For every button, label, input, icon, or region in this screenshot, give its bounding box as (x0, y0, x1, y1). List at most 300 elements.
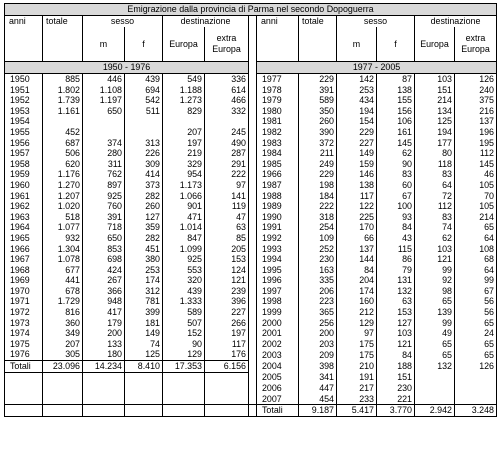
empty-cell (5, 394, 43, 405)
empty-cell (83, 405, 125, 417)
right-row-extra-cell: 99 (455, 275, 497, 286)
right-row-f-cell: 83 (377, 169, 415, 180)
left-row-year-cell: 1963 (5, 212, 43, 223)
left-row-year-cell: 1956 (5, 138, 43, 149)
right-row-m-cell: 122 (337, 201, 377, 212)
right-row-europa-cell: 83 (415, 169, 455, 180)
right-row-totale-cell: 390 (299, 127, 337, 138)
left-row-europa-cell: 954 (163, 169, 205, 180)
header-destinazione: destinazione (163, 16, 249, 28)
table-row (5, 339, 497, 350)
table-row (5, 405, 497, 417)
right-row-totale-cell: 203 (299, 339, 337, 350)
column-gap (249, 275, 257, 286)
left-row-f-cell: 399 (125, 307, 163, 318)
left-row-totale-cell: 932 (43, 233, 83, 244)
column-gap (249, 106, 257, 117)
left-row-extra-cell: 97 (205, 180, 249, 191)
table-row (5, 307, 497, 318)
left-row-year-cell: 1964 (5, 222, 43, 233)
empty-cell (43, 394, 83, 405)
table-row (5, 116, 497, 127)
left-row-totale-cell: 506 (43, 148, 83, 159)
left-row-m-cell: 1.197 (83, 95, 125, 106)
column-gap (249, 318, 257, 329)
left-row-totale-cell: 885 (43, 74, 83, 85)
right-row-totale-cell: 209 (299, 349, 337, 360)
column-gap (249, 62, 257, 74)
right-row-f-cell: 156 (377, 106, 415, 117)
left-row-europa-cell: 1.014 (163, 222, 205, 233)
left-row-f-cell: 414 (125, 169, 163, 180)
right-row-europa-cell: 92 (415, 275, 455, 286)
column-gap (249, 349, 257, 360)
left-row-year-cell: 1950 (5, 74, 43, 85)
right-row-totale-cell: 454 (299, 394, 337, 405)
right-row-europa-cell: 177 (415, 138, 455, 149)
left-row-totale-cell: 1.802 (43, 85, 83, 96)
right-row-m-cell: 253 (337, 85, 377, 96)
left-row-f-cell: 451 (125, 244, 163, 255)
right-row-year-cell: 1987 (257, 180, 299, 191)
left-row-europa-cell: 553 (163, 265, 205, 276)
left-row-extra-cell: 222 (205, 169, 249, 180)
right-row-europa-cell: 83 (415, 212, 455, 223)
right-row-year-cell: 1989 (257, 201, 299, 212)
right-row-year-cell: 1993 (257, 244, 299, 255)
right-row-m-cell: 66 (337, 233, 377, 244)
left-row-f-cell: 74 (125, 339, 163, 350)
right-row-extra-cell (455, 372, 497, 383)
left-row-europa-cell: 901 (163, 201, 205, 212)
header-anni: anni (5, 16, 43, 62)
right-row-totale-cell: 350 (299, 106, 337, 117)
left-row-year-cell: 1975 (5, 339, 43, 350)
table-row (5, 212, 497, 223)
left-total-extra-cell: 6.156 (205, 361, 249, 373)
left-row-year-cell: 1954 (5, 116, 43, 127)
left-row-year-cell: 1961 (5, 191, 43, 202)
left-row-europa-cell: 1.066 (163, 191, 205, 202)
left-row-f-cell: 309 (125, 159, 163, 170)
right-row-europa-cell: 194 (415, 127, 455, 138)
right-row-totale-cell: 198 (299, 180, 337, 191)
empty-cell (83, 394, 125, 405)
left-row-m-cell: 417 (83, 307, 125, 318)
left-row-f-cell: 511 (125, 106, 163, 117)
column-gap (249, 296, 257, 307)
right-row-extra-cell: 67 (455, 286, 497, 297)
right-row-f-cell: 161 (377, 127, 415, 138)
left-row-m-cell: 200 (83, 328, 125, 339)
left-row-m-cell: 650 (83, 106, 125, 117)
column-gap (249, 286, 257, 297)
left-total-m-cell: 14.234 (83, 361, 125, 373)
left-row-totale-cell: 1.078 (43, 254, 83, 265)
right-row-europa-cell (415, 394, 455, 405)
right-row-extra-cell: 105 (455, 180, 497, 191)
right-row-europa-cell: 62 (415, 233, 455, 244)
column-gap (249, 169, 257, 180)
right-row-m-cell: 159 (337, 159, 377, 170)
left-row-europa-cell: 589 (163, 307, 205, 318)
table-row (5, 275, 497, 286)
right-row-year-cell: 1990 (257, 212, 299, 223)
right-row-m-cell: 137 (337, 244, 377, 255)
left-row-year-cell: 1958 (5, 159, 43, 170)
right-row-totale-cell: 200 (299, 328, 337, 339)
right-row-totale-cell: 206 (299, 286, 337, 297)
left-row-m-cell: 1.108 (83, 85, 125, 96)
table-row (5, 383, 497, 394)
right-row-m-cell: 146 (337, 169, 377, 180)
left-row-totale-cell: 349 (43, 328, 83, 339)
right-row-extra-cell: 105 (455, 201, 497, 212)
right-row-extra-cell: 65 (455, 318, 497, 329)
left-row-year-cell: 1973 (5, 318, 43, 329)
right-row-f-cell: 127 (377, 318, 415, 329)
empty-cell (83, 383, 125, 394)
right-row-f-cell: 67 (377, 191, 415, 202)
left-row-europa-cell: 1.099 (163, 244, 205, 255)
right-row-m-cell: 84 (337, 265, 377, 276)
column-gap (249, 254, 257, 265)
left-row-extra-cell: 63 (205, 222, 249, 233)
left-row-extra-cell: 336 (205, 74, 249, 85)
right-row-europa-cell: 64 (415, 180, 455, 191)
left-row-f-cell (125, 116, 163, 127)
right-row-f-cell: 79 (377, 265, 415, 276)
header-sesso: sesso (337, 16, 415, 28)
left-row-europa-cell: 329 (163, 159, 205, 170)
left-row-year-cell: 1974 (5, 328, 43, 339)
right-total-totale-cell: 9.187 (299, 405, 337, 417)
right-row-extra-cell: 112 (455, 148, 497, 159)
left-row-totale-cell: 1.077 (43, 222, 83, 233)
left-row-m-cell: 650 (83, 233, 125, 244)
column-gap (249, 339, 257, 350)
left-row-totale-cell: 1.020 (43, 201, 83, 212)
table-row (5, 244, 497, 255)
right-row-f-cell: 155 (377, 95, 415, 106)
right-row-f-cell: 84 (377, 222, 415, 233)
left-row-extra-cell: 47 (205, 212, 249, 223)
column-gap (249, 394, 257, 405)
left-row-year-cell: 1967 (5, 254, 43, 265)
left-row-totale-cell: 1.729 (43, 296, 83, 307)
right-row-europa-cell: 125 (415, 116, 455, 127)
right-row-extra-cell: 137 (455, 116, 497, 127)
column-gap (249, 116, 257, 127)
right-row-m-cell: 225 (337, 212, 377, 223)
left-row-europa-cell: 549 (163, 74, 205, 85)
left-row-extra-cell: 245 (205, 127, 249, 138)
right-row-m-cell: 154 (337, 116, 377, 127)
left-row-totale-cell: 207 (43, 339, 83, 350)
header-totale: totale (299, 16, 337, 62)
column-gap (249, 328, 257, 339)
left-row-f-cell: 312 (125, 286, 163, 297)
empty-cell (5, 372, 43, 383)
left-row-m-cell: 698 (83, 254, 125, 265)
right-row-m-cell: 233 (337, 394, 377, 405)
left-row-f-cell: 282 (125, 191, 163, 202)
left-row-m-cell: 311 (83, 159, 125, 170)
right-row-m-cell: 149 (337, 148, 377, 159)
left-row-extra-cell: 117 (205, 339, 249, 350)
right-row-year-cell: 2005 (257, 372, 299, 383)
right-row-totale-cell: 372 (299, 138, 337, 149)
header-m: m (337, 27, 377, 62)
table-row (5, 265, 497, 276)
left-row-extra-cell: 614 (205, 85, 249, 96)
left-row-m-cell: 366 (83, 286, 125, 297)
empty-cell (125, 383, 163, 394)
table-row (5, 394, 497, 405)
right-row-extra-cell: 126 (455, 74, 497, 85)
column-gap (249, 138, 257, 149)
right-row-europa-cell: 65 (415, 339, 455, 350)
left-row-totale-cell: 1.161 (43, 106, 83, 117)
right-row-totale-cell: 447 (299, 383, 337, 394)
left-row-totale-cell: 678 (43, 286, 83, 297)
left-row-m-cell: 374 (83, 138, 125, 149)
right-row-f-cell: 145 (377, 138, 415, 149)
right-row-year-cell: 1983 (257, 138, 299, 149)
empty-cell (5, 383, 43, 394)
right-row-f-cell: 62 (377, 148, 415, 159)
header-europa: Europa (415, 27, 455, 62)
left-row-extra-cell: 227 (205, 307, 249, 318)
left-row-europa-cell: 197 (163, 138, 205, 149)
right-row-europa-cell: 49 (415, 328, 455, 339)
right-row-year-cell: 1997 (257, 286, 299, 297)
right-row-extra-cell (455, 383, 497, 394)
right-row-year-cell: 1984 (257, 148, 299, 159)
column-gap (249, 361, 257, 373)
left-row-totale-cell: 687 (43, 138, 83, 149)
table-body (5, 74, 497, 417)
left-row-totale-cell: 518 (43, 212, 83, 223)
right-row-f-cell: 151 (377, 372, 415, 383)
right-row-m-cell: 210 (337, 361, 377, 373)
right-row-europa-cell: 99 (415, 265, 455, 276)
right-row-totale-cell: 109 (299, 233, 337, 244)
left-row-year-cell: 1971 (5, 296, 43, 307)
left-row-totale-cell: 1.304 (43, 244, 83, 255)
left-row-f-cell: 127 (125, 212, 163, 223)
right-row-f-cell: 131 (377, 275, 415, 286)
left-row-m-cell: 180 (83, 349, 125, 360)
left-row-year-cell: 1955 (5, 127, 43, 138)
right-row-extra-cell: 64 (455, 233, 497, 244)
right-row-f-cell: 84 (377, 349, 415, 360)
left-row-extra-cell: 197 (205, 328, 249, 339)
right-total-extra-cell: 3.248 (455, 405, 497, 417)
left-row-extra-cell (205, 116, 249, 127)
table-row (5, 191, 497, 202)
right-row-totale-cell: 223 (299, 296, 337, 307)
left-row-f-cell: 781 (125, 296, 163, 307)
left-row-europa-cell (163, 116, 205, 127)
table-row (5, 180, 497, 191)
right-row-year-cell: 1994 (257, 254, 299, 265)
left-row-totale-cell: 305 (43, 349, 83, 360)
column-gap (249, 405, 257, 417)
header-totale: totale (43, 16, 83, 62)
left-row-year-cell: 1960 (5, 180, 43, 191)
right-row-extra-cell: 24 (455, 328, 497, 339)
right-row-extra-cell: 108 (455, 244, 497, 255)
column-gap (249, 127, 257, 138)
right-row-year-cell: 1981 (257, 116, 299, 127)
right-row-extra-cell: 65 (455, 339, 497, 350)
left-row-extra-cell: 287 (205, 148, 249, 159)
right-row-m-cell: 229 (337, 127, 377, 138)
left-row-totale-cell: 441 (43, 275, 83, 286)
left-row-m-cell (83, 116, 125, 127)
right-row-year-cell: 1982 (257, 127, 299, 138)
right-row-f-cell: 132 (377, 286, 415, 297)
right-total-europa-cell: 2.942 (415, 405, 455, 417)
left-row-extra-cell: 176 (205, 349, 249, 360)
right-row-f-cell: 100 (377, 201, 415, 212)
left-row-m-cell: 446 (83, 74, 125, 85)
right-row-totale-cell: 252 (299, 244, 337, 255)
empty-cell (205, 383, 249, 394)
table-row (5, 286, 497, 297)
table-title: Emigrazione dalla provincia di Parma nel secondo Dopoguerra (5, 4, 497, 16)
table-row (5, 148, 497, 159)
right-row-m-cell: 138 (337, 180, 377, 191)
right-row-extra-cell: 65 (455, 349, 497, 360)
right-row-f-cell: 115 (377, 244, 415, 255)
right-row-totale-cell: 318 (299, 212, 337, 223)
table-row (5, 201, 497, 212)
column-gap (249, 383, 257, 394)
right-total-year-cell: Totali (257, 405, 299, 417)
right-row-m-cell: 191 (337, 372, 377, 383)
left-row-europa-cell: 829 (163, 106, 205, 117)
table-row (5, 85, 497, 96)
empty-cell (125, 394, 163, 405)
right-row-europa-cell: 139 (415, 307, 455, 318)
table-row (5, 318, 497, 329)
right-row-year-cell: 2003 (257, 349, 299, 360)
right-row-year-cell: 2004 (257, 361, 299, 373)
left-row-year-cell: 1966 (5, 244, 43, 255)
right-row-extra-cell: 195 (455, 138, 497, 149)
right-row-europa-cell: 103 (415, 244, 455, 255)
left-row-m-cell: 897 (83, 180, 125, 191)
right-row-m-cell: 217 (337, 383, 377, 394)
left-row-europa-cell: 219 (163, 148, 205, 159)
left-row-europa-cell: 439 (163, 286, 205, 297)
table-row (5, 349, 497, 360)
right-row-extra-cell: 145 (455, 159, 497, 170)
left-row-year-cell: 1957 (5, 148, 43, 159)
left-row-f-cell: 282 (125, 233, 163, 244)
left-row-year-cell: 1953 (5, 106, 43, 117)
left-row-f-cell: 380 (125, 254, 163, 265)
right-row-totale-cell: 341 (299, 372, 337, 383)
left-row-m-cell: 948 (83, 296, 125, 307)
left-row-europa-cell: 1.333 (163, 296, 205, 307)
empty-cell (205, 405, 249, 417)
left-row-extra-cell: 119 (205, 201, 249, 212)
right-row-m-cell: 142 (337, 74, 377, 85)
column-gap (249, 148, 257, 159)
left-row-europa-cell: 847 (163, 233, 205, 244)
right-row-europa-cell (415, 383, 455, 394)
right-row-europa-cell: 134 (415, 106, 455, 117)
header-m: m (83, 27, 125, 62)
column-gap (249, 16, 257, 62)
left-row-extra-cell: 490 (205, 138, 249, 149)
right-row-year-cell: 1992 (257, 233, 299, 244)
table-row (5, 169, 497, 180)
left-row-europa-cell: 207 (163, 127, 205, 138)
empty-cell (125, 405, 163, 417)
right-row-year-cell: 2000 (257, 318, 299, 329)
right-row-m-cell: 174 (337, 286, 377, 297)
left-row-year-cell: 1962 (5, 201, 43, 212)
left-row-europa-cell: 507 (163, 318, 205, 329)
right-row-extra-cell: 375 (455, 95, 497, 106)
right-row-extra-cell: 46 (455, 169, 497, 180)
left-row-extra-cell: 205 (205, 244, 249, 255)
right-row-totale-cell: 335 (299, 275, 337, 286)
right-row-europa-cell: 65 (415, 349, 455, 360)
left-row-m-cell: 391 (83, 212, 125, 223)
empty-cell (163, 405, 205, 417)
column-gap (249, 265, 257, 276)
right-row-year-cell: 1998 (257, 296, 299, 307)
table-row (5, 361, 497, 373)
table-row (5, 233, 497, 244)
left-row-totale-cell: 452 (43, 127, 83, 138)
left-row-f-cell: 313 (125, 138, 163, 149)
right-row-year-cell: 1985 (257, 159, 299, 170)
right-row-totale-cell: 260 (299, 116, 337, 127)
table-row (5, 127, 497, 138)
right-row-year-cell: 1979 (257, 95, 299, 106)
column-gap (249, 159, 257, 170)
left-row-year-cell: 1959 (5, 169, 43, 180)
right-row-f-cell: 93 (377, 212, 415, 223)
right-row-f-cell: 230 (377, 383, 415, 394)
right-row-f-cell: 90 (377, 159, 415, 170)
left-row-extra-cell: 124 (205, 265, 249, 276)
column-gap (249, 222, 257, 233)
right-row-extra-cell: 68 (455, 254, 497, 265)
left-row-m-cell: 424 (83, 265, 125, 276)
left-row-totale-cell (43, 116, 83, 127)
right-row-year-cell: 1966 (257, 169, 299, 180)
left-row-f-cell: 149 (125, 328, 163, 339)
left-row-m-cell: 267 (83, 275, 125, 286)
empty-cell (163, 394, 205, 405)
left-row-year-cell: 1976 (5, 349, 43, 360)
header-anni: anni (257, 16, 299, 62)
header-f: f (125, 27, 163, 62)
right-row-europa-cell: 98 (415, 286, 455, 297)
right-row-europa-cell: 121 (415, 254, 455, 265)
right-row-f-cell: 63 (377, 296, 415, 307)
right-row-f-cell: 188 (377, 361, 415, 373)
right-row-totale-cell: 589 (299, 95, 337, 106)
header-europa: Europa (163, 27, 205, 62)
